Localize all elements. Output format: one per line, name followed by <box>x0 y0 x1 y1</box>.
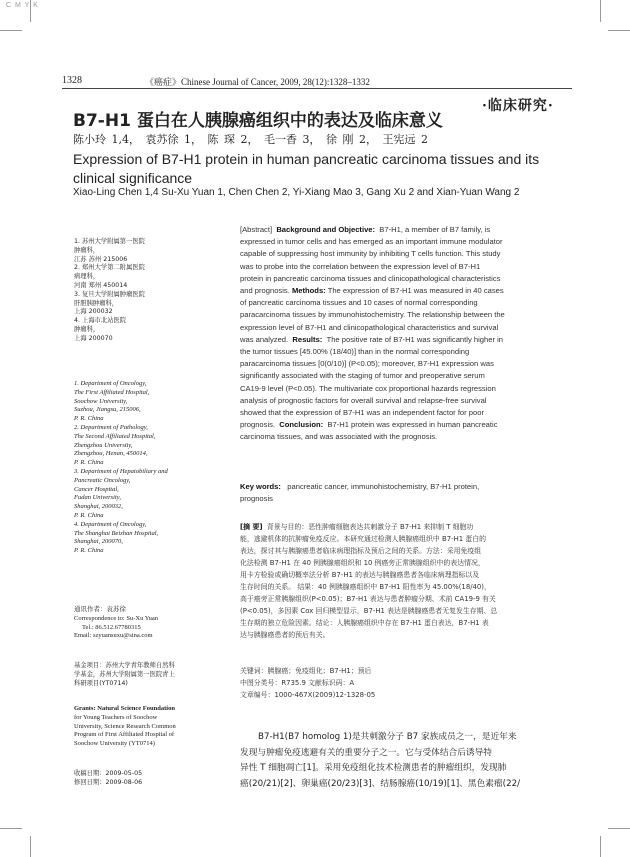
grant-line: Soochow University (YT0714) <box>74 740 155 748</box>
affiliation-line: 1. 苏州大学附属第一医院 <box>74 238 145 245</box>
article-metadata <box>240 665 560 701</box>
abstract-cn-line: 化法检测 B7-H1 在 40 例胰腺癌组织和 10 例癌旁正常胰腺组织中的表达情况， <box>240 559 485 567</box>
affiliation-line: Pancreatic Oncology, <box>74 476 131 484</box>
affiliation-line: 江苏 苏州 215006 <box>74 255 128 263</box>
grant-line: 学基金，苏州大学附属第一医院青上 <box>74 670 175 678</box>
affiliation-line: 河南 郑州 450014 <box>74 281 128 289</box>
affiliation-line: Cancer Hospital, <box>74 485 119 493</box>
abstract-line: B7-H1 protein was expressed in human pancreatic <box>327 420 498 430</box>
grant-line: Grants: Natural Science Foundation <box>74 705 175 712</box>
abstract-line: paracarcinoma tissues [0(0/10)] (P<0.05); moreover, B7-H1 expression was <box>240 359 494 369</box>
results-label: Results: <box>292 334 323 344</box>
abstract-line: and prognosis. <box>240 286 290 296</box>
grant-english <box>74 705 214 749</box>
abstract-line: significantly associated with the staging of tumor and preoperative serum <box>240 371 485 381</box>
abstract-cn-line: 背景与目的：恶性肿瘤细胞表达共刺激分子 B7-H1 来抑制 T 细胞功 <box>266 523 474 531</box>
abstract-line: B7-H1, a member of B7 family, is <box>379 225 491 234</box>
affiliation-line: 病理科， <box>74 273 100 281</box>
abstract-cn-label: [摘 要] <box>240 523 263 531</box>
crop-mark-top-right-h <box>608 30 630 31</box>
abstract-cn-line: 能，逃避机体的抗肿瘤免疫反应。本研究通过检测人胰腺癌组织中 B7-H1 蛋白的 <box>240 535 487 543</box>
classification-number: 中图分类号：R735.9 文献标识码：A <box>240 679 355 687</box>
grant-line: 基金项目：苏州大学青年教师自然科 <box>74 662 175 669</box>
keywords-cn: 关键词：胰腺癌；免疫组化；B7-H1；预后 <box>240 667 372 675</box>
keywords-english <box>240 481 560 505</box>
affiliation-line: 上海 200032 <box>74 308 113 316</box>
abstract-label: [Abstract] <box>240 225 273 234</box>
authors-english: Xiao-Ling Chen 1,4 Su-Xu Yuan 1, Chen Chen 2, Yi-Xiang Mao 3, Gang Xu 2 and Xian-Yuan Wang 2 <box>73 187 520 198</box>
abstract-chinese <box>240 521 560 641</box>
affiliation-line: 3. 复旦大学附属肿瘤医院 <box>74 290 145 298</box>
affiliation-line: 肿瘤科， <box>74 325 100 333</box>
abstract-line: the tumor tissues [45.00% (18/40)] than in the normal corresponding <box>240 347 470 357</box>
affiliation-line: 肝胆胰肿瘤科， <box>74 299 119 307</box>
body-text <box>240 730 570 792</box>
abstract-line: paracarcinoma tissues by immunohistochemistry. The relationship between the <box>240 310 505 320</box>
abstract-line: was to probe into the correlation between the expression level of B7-H1 <box>240 261 481 271</box>
abstract-english <box>240 224 560 444</box>
abstract-cn-line: 用卡方检验或确切概率法分析 B7-H1 的表达与胰腺癌患者各临床病理指标以及 <box>240 571 480 579</box>
affiliation-line: 4. Department of Oncology, <box>74 520 147 528</box>
conclusion-label: Conclusion: <box>279 420 324 430</box>
affiliation-line: The First Affiliated Hospital, <box>74 388 150 396</box>
abstract-cn-line: 表达，探讨其与胰腺癌患者临床病理指标及预后之间的关系。方法：采用免疫组 <box>240 547 482 555</box>
grant-line: University, Science Research Common <box>74 722 176 730</box>
title-english: Expression of B7-H1 protein in human pancreatic carcinoma tissues and its clinical significance <box>73 151 540 186</box>
abstract-line: protein in pancreatic carcinoma tissues and clinicopathological characteristics <box>240 273 501 283</box>
affiliation-line: P. R. China <box>74 511 104 519</box>
abstract-line: expressed in tumor cells and has emerged as an important immune modulator <box>240 237 503 247</box>
affiliation-line: 2. Department of Pathology, <box>74 423 148 431</box>
affiliation-line: Fudan University, <box>74 494 121 502</box>
crop-mark-top-right <box>600 0 601 22</box>
affiliation-line: 3. Department of Hepatobiliary and <box>74 467 168 475</box>
correspondence-email: Email: szyuansuxu@sina.com <box>74 632 153 640</box>
affiliation-line: 1. Department of Oncology, <box>74 380 147 387</box>
affiliation-line: P. R. China <box>74 415 104 423</box>
affiliation-line: Soochow University, <box>74 397 128 405</box>
section-tag: ·临床研究· <box>482 98 554 114</box>
affiliation-line: Zhengzhou University, <box>74 441 133 449</box>
affiliation-line: The Shanghai Beizhan Hospital, <box>74 529 159 537</box>
article-number: 文章编号：1000-467X(2009)12-1328-05 <box>240 691 376 699</box>
affiliation-line: Shanghai, 200032, <box>74 503 123 511</box>
crop-mark-top-left <box>30 0 31 22</box>
abstract-line: analysis of prognostic factors for overall survival and relapse-free survival <box>240 395 487 405</box>
title-chinese: B7-H1 蛋白在人胰腺癌组织中的表达及临床意义 <box>73 111 443 131</box>
abstract-line: showed that the expression of B7-H1 was an independent factor for poor <box>240 408 484 418</box>
affiliation-line: P. R. China <box>74 459 104 467</box>
crop-mark-bottom-left-h <box>0 828 22 829</box>
abstract-cn-line: 达与胰腺癌患者的预后有关。 <box>240 631 330 639</box>
abstract-line: expression level of B7-H1 and clinicopathological characteristics and survival <box>240 322 499 332</box>
correspondence <box>74 606 214 641</box>
affiliation-line: Suzhou, Jiangsu, 215006, <box>74 406 141 414</box>
revised-date: 修回日期：2009-08-06 <box>74 778 143 786</box>
methods-label: Methods: <box>291 286 326 296</box>
crop-mark-top-left-h <box>0 30 22 31</box>
grant-line: 科研项目(YT0714) <box>74 679 128 687</box>
abstract-line: CA19-9 level (P<0.05). The multivariate cox proportional hazards regression <box>240 383 496 393</box>
received-dates <box>74 770 214 788</box>
header-rule <box>62 88 572 89</box>
authors-chinese: 陈小玲 1,4， 袁苏徐 1， 陈 琛 2， 毛一香 3， 徐 刚 2， 王宪远 2 <box>73 133 428 146</box>
body-line: 异性 T 细胞凋亡[1]。采用免疫组化技术检测患者的肿瘤组织，发现肺 <box>240 763 507 773</box>
affiliation-line: 上海 200070 <box>74 334 113 342</box>
affiliation-line: 4. 上海市北站医院 <box>74 317 127 325</box>
color-registration-mark: C M Y K <box>6 2 39 9</box>
body-line: 癌(20/21)[2]、卵巢癌(20/23)[3]、结肠腺癌(10/19)[1]、黑色素瘤(22/ <box>240 778 521 789</box>
abstract-line: was analyzed. <box>240 334 289 344</box>
correspondence-line: Tel.: 86.512.67780315 <box>82 623 141 631</box>
running-title: 《癌症》Chinese Journal of Cancer, 2009, 28(12):1328–1332 <box>145 77 370 87</box>
abstract-line: The positive rate of B7-H1 was significantly higher in <box>326 334 503 344</box>
crop-mark-bottom-left <box>30 836 31 857</box>
affiliation-line: Shanghai, 200070, <box>74 538 123 546</box>
background-label: Background and Objective: <box>276 225 376 234</box>
abstract-cn-line: (P<0.05)，多因素 Cox 回归模型显示，B7-H1 表达是胰腺癌患者无复发生存期、总 <box>240 607 498 615</box>
affiliations-chinese <box>74 238 214 344</box>
correspondence-line: Correspondence to: Su-Xu Yuan <box>74 614 159 622</box>
abstract-line: carcinoma tissues, and was associated with the prognosis. <box>240 432 438 442</box>
body-line: B7-H1(B7 homolog 1)是共刺激分子 B7 家族成员之一，是近年来 <box>258 732 517 742</box>
abstract-line: of pancreatic carcinoma tissues and 10 cases of normal corresponding <box>240 298 478 308</box>
abstract-line: The expression of B7-H1 was measured in 40 cases <box>327 286 504 296</box>
page-number: 1328 <box>62 75 82 86</box>
received-date: 收稿日期：2009-05-05 <box>74 770 143 777</box>
grant-line: for Young Teachers of Soochow <box>74 713 158 721</box>
abstract-cn-line: 高于癌旁正常胰腺组织(P<0.05)；B7-H1 表达与患者肿瘤分期、术前 CA19-9 有关 <box>240 595 496 603</box>
abstract-line: prognosis. <box>240 420 276 430</box>
affiliation-line: Zhengzhou, Henan, 450014, <box>74 450 148 458</box>
keywords-label: Key words: <box>240 482 281 491</box>
affiliations-english <box>74 380 214 556</box>
abstract-cn-line: 生存期的独立危险因素。结论：人胰腺癌组织中存在 B7-H1 蛋白表达，B7-H1 表 <box>240 619 489 627</box>
grant-chinese <box>74 662 214 688</box>
keywords-text: prognosis <box>240 494 273 504</box>
keywords-text: pancreatic cancer, immunohistochemistry, B7-H1 protein, <box>287 482 480 491</box>
correspondence-line: 通讯作者：袁苏徐 <box>74 606 126 613</box>
abstract-line: capable of suppressing host immunity by inhibiting T cells function. This study <box>240 249 501 259</box>
grant-line: Program of First Affiliated Hospital of <box>74 731 175 739</box>
body-line: 发现与肿瘤免疫逃避有关的重要分子之一。它与受体结合后诱导特 <box>240 747 492 758</box>
abstract-cn-line: 生存时间的关系。 结果：40 例胰腺癌组织中 B7-H1 阳性率为 45.00%(18/40)， <box>240 583 491 591</box>
crop-mark-bottom-right <box>600 836 601 857</box>
crop-mark-bottom-right-h <box>608 828 630 829</box>
affiliation-line: The Second Affiliated Hospital, <box>74 432 156 440</box>
affiliation-line: 肿瘤科， <box>74 246 100 254</box>
affiliation-line: 2. 郑州大学第二附属医院 <box>74 264 145 272</box>
affiliation-line: P. R. China <box>74 547 104 555</box>
